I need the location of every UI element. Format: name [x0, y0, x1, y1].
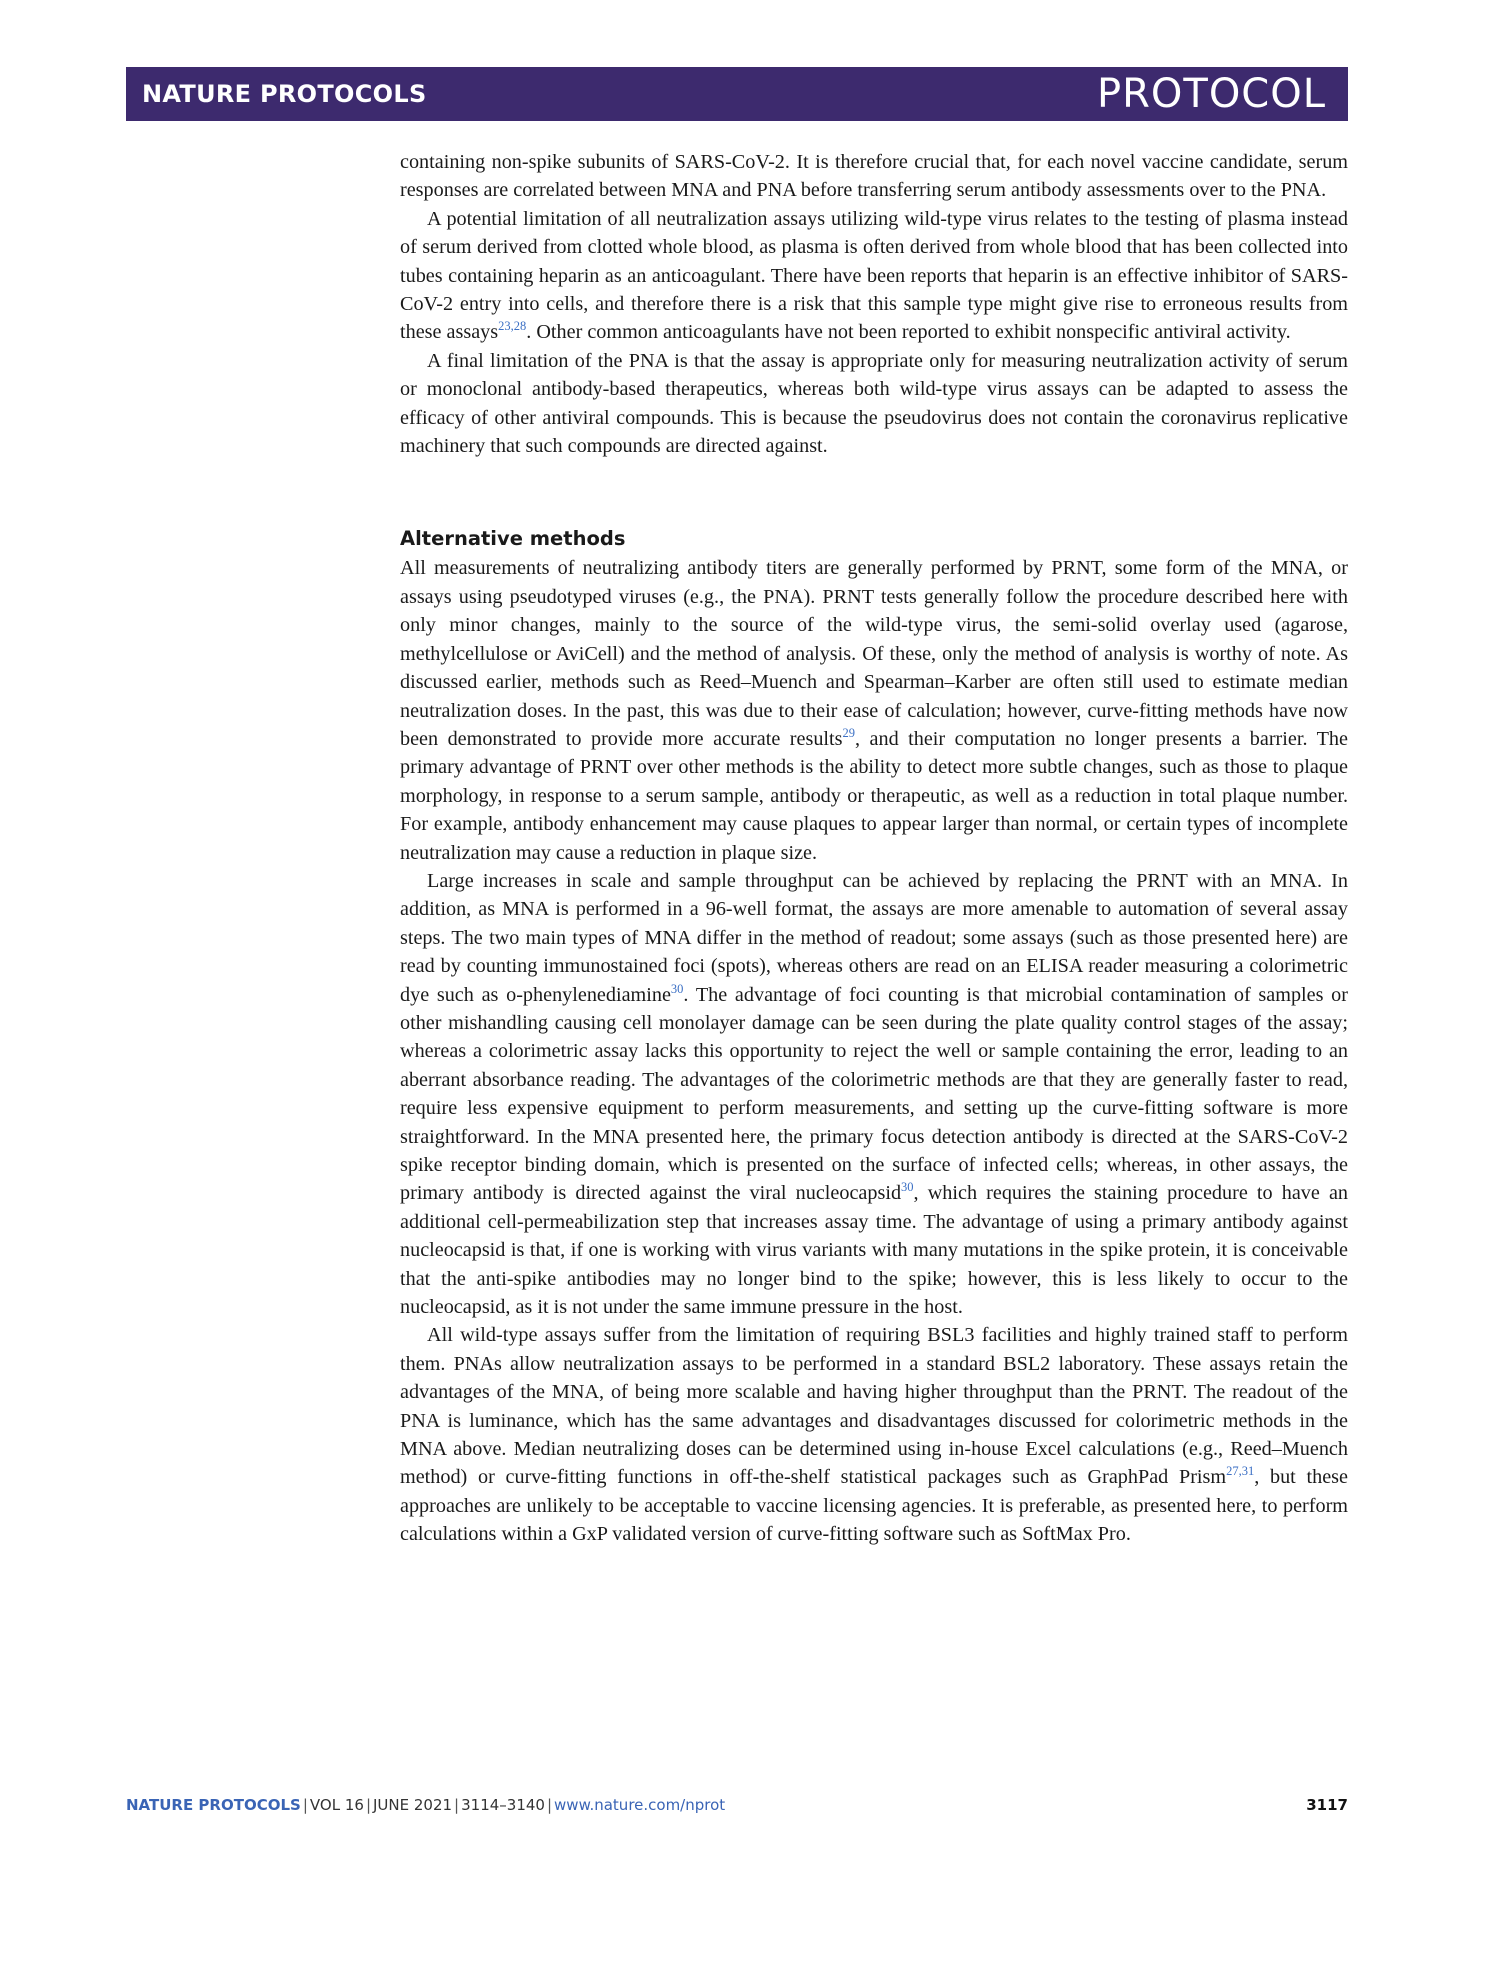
paragraph-text: . Other common anticoagulants have not been reported to exhibit nonspecific antiviral activity.	[526, 321, 1291, 344]
body-paragraph	[400, 1321, 1348, 1548]
paragraph-text: , but these approaches are unlikely to be acceptable to vaccine licensing agencies. It is preferable, as presented here, to perform calculations within a GxP validated version of curve-fitting software such as SoftMax Pro.	[400, 1466, 1348, 1546]
footer-separator: |	[454, 1796, 460, 1814]
footer-citation	[126, 1796, 725, 1814]
section-heading: Alternative methods	[400, 527, 626, 551]
citation	[671, 982, 684, 996]
paragraph-text: All wild-type assays suffer from the limitation of requiring BSL3 facilities and highly trained staff to perform them. PNAs allow neutralization assays to be performed in a standard BSL2 laboratory. These assays retain the advantages of the MNA, of being more scalable and having higher throughput than the PRNT. The readout of the PNA is luminance, which has the same advantages and disadvantages discussed for colorimetric methods in the MNA above. Median neutralizing doses can be determined using in-house Excel calculations (e.g., Reed–Muench method) or curve-fitting functions in off-the-shelf statistical packages such as GraphPad Prism	[400, 1324, 1348, 1489]
journal-name: NATURE PROTOCOLS	[142, 80, 427, 108]
citation-link[interactable]: 23,28	[498, 319, 527, 334]
footer-separator: |	[302, 1796, 308, 1814]
citation	[843, 726, 856, 740]
footer-journal: NATURE PROTOCOLS	[126, 1796, 301, 1814]
citation-link[interactable]: 30	[670, 981, 684, 996]
body-paragraph	[400, 205, 1348, 347]
citation	[498, 319, 526, 333]
paragraph-text: , and their computation no longer presents a barrier. The primary advantage of PRNT over other methods is the ability to detect more subtle changes, such as those to plaque morphology, in response to a serum sample, antibody or therapeutic, as well as a reduction in total plaque number. For example, antibody enhancement may cause plaques to appear larger than normal, or certain types of incomplete neutralization may cause a reduction in plaque size.	[400, 727, 1348, 864]
body-paragraph	[400, 867, 1348, 1322]
body-paragraph	[400, 554, 1348, 866]
paragraph-text: Large increases in scale and sample throughput can be achieved by replacing the PRNT with an MNA. In addition, as MNA is performed in a 96-well format, the assays are more amenable to automation of several assay steps. The two main types of MNA differ in the method of readout; some assays (such as those presented here) are read by counting immunostained foci (spots), whereas others are read on an ELISA reader measuring a colorimetric dye such as o-phenylenediamine	[400, 869, 1348, 1006]
article-type-label: PROTOCOL	[1096, 71, 1326, 117]
citation	[901, 1180, 914, 1194]
citation-link[interactable]: 27,31	[1226, 1464, 1255, 1479]
body-paragraph: containing non-spike subunits of SARS-CoV-2. It is therefore crucial that, for each novel vaccine candidate, serum responses are correlated between MNA and PNA before transferring serum antibody assessments over to the PNA.	[400, 151, 1348, 202]
paragraph-text: All measurements of neutralizing antibody titers are generally performed by PRNT, some form of the MNA, or assays using pseudotyped viruses (e.g., the PNA). PRNT tests generally follow the procedure described here with only minor changes, mainly to the source of the wild-type virus, the semi-solid overlay used (agarose, methylcellulose or AviCell) and the method of analysis. Of these, only the method of analysis is worthy of note. As discussed earlier, methods such as Reed–Muench and Spearman–Karber are often still used to estimate median neutralization doses. In the past, this was due to their ease of calculation; however, curve-fitting methods have now been demonstrated to provide more accurate results	[400, 557, 1348, 750]
paragraph-text: A potential limitation of all neutralization assays utilizing wild-type virus relates to the testing of plasma instead of serum derived from clotted whole blood, as plasma is often derived from whole blood that has been collected into tubes containing heparin as an anticoagulant. There have been reports that heparin is an effective inhibitor of SARS-CoV-2 entry into cells, and therefore there is a risk that this sample type might give rise to erroneous results from these assays	[400, 207, 1348, 344]
paragraph-text: . The advantage of foci counting is that microbial contamination of samples or other mishandling causing cell monolayer damage can be seen during the plate quality control stages of the assay; whereas a colorimetric assay lacks this opportunity to reject the well or sample containing the error, leading to an aberrant absorbance reading. The advantages of the colorimetric methods are that they are generally faster to read, require less expensive equipment to perform measurements, and setting up the curve-fitting software is more straightforward. In the MNA presented here, the primary focus detection antibody is directed at the SARS-CoV-2 spike receptor binding domain, which is presented on the surface of infected cells; whereas, in other assays, the primary antibody is directed against the viral nucleocapsid	[400, 983, 1348, 1205]
footer-separator: |	[546, 1796, 553, 1814]
footer-pages: 3114–3140	[461, 1796, 545, 1814]
page-number: 3117	[1306, 1796, 1348, 1814]
article-body	[400, 148, 1348, 1549]
footer-url-link[interactable]: www.nature.com/nprot	[554, 1796, 726, 1814]
footer-volume: VOL 16	[309, 1796, 364, 1814]
footer-date: JUNE 2021	[373, 1796, 453, 1814]
citation-link[interactable]: 30	[901, 1180, 914, 1195]
citation-link[interactable]: 29	[842, 725, 855, 740]
journal-header-bar	[126, 67, 1348, 121]
body-paragraph: A final limitation of the PNA is that the assay is appropriate only for measuring neutralization activity of serum or monoclonal antibody-based therapeutics, whereas both wild-type virus assays can be adapted to assess the efficacy of other antiviral compounds. This is because the pseudovirus does not contain the coronavirus replicative machinery that such compounds are directed against.	[400, 349, 1348, 458]
citation	[1226, 1464, 1254, 1478]
page-footer	[126, 1796, 1348, 1818]
paragraph-text: , which requires the staining procedure to have an additional cell-permeabilization step that increases assay time. The advantage of using a primary antibody against nucleocapsid is that, if one is working with virus variants with many mutations in the spike protein, it is conceivable that the anti-spike antibodies may no longer bind to the spike; however, this is less likely to occur to the nucleocapsid, as it is not under the same immune pressure in the host.	[400, 1182, 1348, 1319]
footer-separator: |	[365, 1796, 371, 1814]
